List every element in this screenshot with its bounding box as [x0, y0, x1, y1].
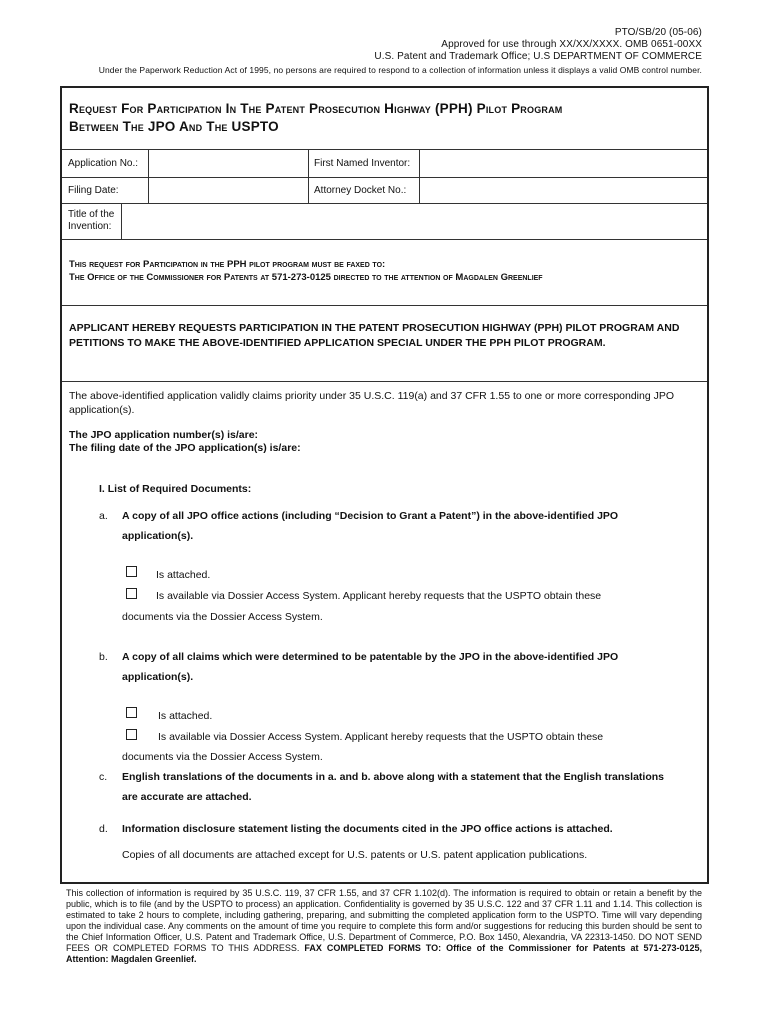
filing-date-field[interactable]: [149, 178, 307, 202]
form-frame: [60, 86, 709, 884]
item-b-attached-label: Is attached.: [158, 710, 213, 722]
item-a-attached-label: Is attached.: [156, 569, 211, 581]
item-c-text: English translations of the documents in a. and b. above along with a statement that the English translations are accurate are attached.: [122, 771, 664, 803]
item-d-note: Copies of all documents are attached except for U.S. patents or U.S. patent application publications.: [122, 849, 588, 861]
filing-date-label: Filing Date:: [68, 185, 119, 196]
item-a-attached-checkbox[interactable]: [126, 566, 137, 577]
divider: [62, 239, 707, 240]
item-d-text: Information disclosure statement listing the documents cited in the JPO office actions is attached.: [122, 823, 613, 835]
form-id: PTO/SB/20 (05-06): [614, 27, 702, 38]
item-b-dossier-label: Is available via Dossier Access System. Applicant hereby requests that the USPTO obtain these: [158, 731, 604, 743]
required-documents-heading: I. List of Required Documents:: [99, 483, 252, 495]
application-no-field[interactable]: [149, 150, 307, 176]
first-named-inventor-label: First Named Inventor:: [314, 158, 411, 169]
item-a-dossier-label-cont: documents via the Dossier Access System.: [122, 611, 323, 623]
fax-completed-forms: FAX COMPLETED FORMS TO: Office of the Commissioner for Patents at 571-273-0125, Attention: Magdalen Greenlief.: [66, 943, 702, 964]
item-b-text: A copy of all claims which were determined to be patentable by the JPO in the above-identified JPO application(s).: [122, 651, 619, 683]
jpo-filing-dates-label: The filing date of the JPO application(s) is/are:: [69, 442, 301, 454]
item-a-text: A copy of all JPO office actions (including “Decision to Grant a Patent”) in the above-identified JPO application(s).: [122, 510, 619, 542]
burden-text: This collection of information is required by 35 U.S.C. 119, 37 CFR 1.55, and 37 CFR 1.102(d). The information is required to obtain or retain a benefit by the public, which is to file (and by the USPTO to process) an application. Confidentiality is governed by 35 U.S.C. 122 and 37 CFR 1.11 and 1.14. This collection is estimated to take 2 hours to complete, including gathering, preparing, and submitting the completed application form to the USPTO. Time will vary depending upon the individual case. Any comments on the amount of time you require to complete this form and/or suggestions for reducing this burden should be sent to the Chief Information Officer, U.S. Patent and Trademark Office, U.S. Department of Commerce, P.O. Box 1450, Alexandria, VA 22313-1450. DO NOT SEND FEES OR COMPLETED FORMS TO THIS ADDRESS.: [66, 888, 702, 953]
form-title-line-2: Between The JPO And The USPTO: [69, 119, 279, 134]
application-no-label: Application No.:: [68, 158, 139, 169]
item-c-letter: c.: [99, 771, 108, 783]
divider: [62, 305, 707, 306]
column-divider: [308, 149, 309, 203]
item-d-letter: d.: [99, 823, 108, 835]
fax-instructions-line-1: This request for Participation in the PPH pilot program must be faxed to:: [69, 259, 386, 270]
jpo-application-numbers-label: The JPO application number(s) is/are:: [69, 429, 259, 441]
priority-claim: The above-identified application validly claims priority under 35 U.S.C. 119(a) and 37 CFR 1.55 to one or more corresponding JPO application(s).: [69, 390, 675, 416]
omb-approval: Approved for use through XX/XX/XXXX. OMB 0651-00XX: [441, 39, 702, 50]
item-b-attached-checkbox[interactable]: [126, 707, 137, 718]
item-a-dossier-label: Is available via Dossier Access System. Applicant hereby requests that the USPTO obtain these: [156, 590, 602, 602]
fax-instructions: [69, 258, 699, 284]
burden-statement: [66, 888, 702, 965]
item-a-dossier-checkbox[interactable]: [126, 588, 137, 599]
item-a-letter: a.: [99, 510, 108, 522]
agency-line: U.S. Patent and Trademark Office; U.S DEPARTMENT OF COMMERCE: [374, 51, 702, 62]
item-b-letter: b.: [99, 651, 108, 663]
paperwork-notice: Under the Paperwork Reduction Act of 1995, no persons are required to respond to a collection of information unless it displays a valid OMB control number.: [98, 65, 702, 75]
fax-instructions-line-2: The Office of the Commissioner for Patents at 571-273-0125 directed to the attention of Magdalen Greenlief: [69, 272, 543, 283]
title-of-invention-field[interactable]: [122, 204, 708, 238]
divider: [62, 381, 707, 382]
first-named-inventor-field[interactable]: [420, 150, 708, 176]
item-b-dossier-checkbox[interactable]: [126, 729, 137, 740]
title-of-invention-label: Title of the Invention:: [68, 209, 115, 232]
item-b-dossier-label-cont: documents via the Dossier Access System.: [122, 751, 323, 763]
form-title-line-1: Request For Participation In The Patent Prosecution Highway (PPH) Pilot Program: [69, 101, 563, 116]
form-title: [69, 100, 699, 136]
attorney-docket-field[interactable]: [420, 178, 708, 202]
request-statement: APPLICANT HEREBY REQUESTS PARTICIPATION IN THE PATENT PROSECUTION HIGHWAY (PPH) PILOT PROGRAM AND PETITIONS TO MAKE THE ABOVE-IDENTIFIED APPLICATION SPECIAL UNDER THE PPH PILOT PROGRAM.: [69, 322, 680, 349]
attorney-docket-label: Attorney Docket No.:: [314, 185, 407, 196]
